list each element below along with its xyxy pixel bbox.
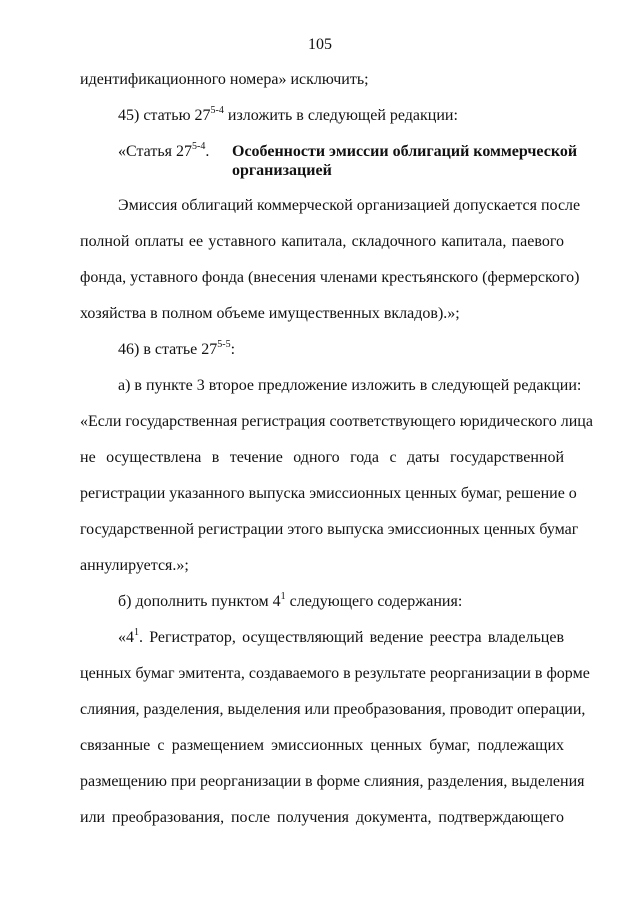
text-line: слияния, разделения, выделения или преобразования, проводит операции,: [80, 701, 586, 718]
article-title: Особенности эмиссии облигаций коммерческой: [232, 143, 578, 160]
text-span: идентификационного номера» исключить;: [80, 71, 369, 88]
text-span: «4: [118, 629, 134, 646]
text-line: фонда, уставного фонда (внесения членами крестьянского (фермерского): [80, 269, 580, 286]
article-label: [118, 142, 209, 162]
text-span: 45) статью 27: [118, 107, 211, 124]
superscript: 5-5: [217, 338, 231, 350]
superscript: 1: [280, 590, 286, 602]
text-line: регистрации указанного выпуска эмиссионных ценных бумаг, решение о: [80, 485, 577, 502]
superscript: 1: [134, 626, 139, 638]
text-span: :: [230, 341, 236, 358]
text-line: хозяйства в полном объеме имущественных вкладов).»;: [80, 305, 460, 322]
page-number: 105: [308, 36, 332, 53]
text-line: «Если государственная регистрация соответствующего юридического лица: [80, 413, 593, 430]
article-title: организацией: [232, 162, 332, 179]
text-span: .: [205, 143, 210, 160]
text-line: [118, 628, 564, 648]
text-line: ценных бумаг эмитента, создаваемого в результате реорганизации в форме: [80, 665, 590, 682]
text-line: аннулируется.»;: [80, 557, 189, 574]
text-line: не осуществлена в течение одного года с даты государственной: [80, 449, 564, 466]
text-line: государственной регистрации этого выпуска эмиссионных ценных бумаг: [80, 521, 579, 538]
text-line: [80, 70, 564, 90]
text-line: [118, 592, 564, 612]
text-span: . Регистратор, осуществляющий ведение реестра владельцев: [139, 629, 564, 646]
text-span: б) дополнить пунктом 4: [118, 593, 281, 610]
text-line: полной оплаты ее уставного капитала, складочного капитала, паевого: [80, 233, 564, 250]
text-line: или преобразования, после получения документа, подтверждающего: [80, 809, 564, 826]
text-line: [118, 106, 564, 126]
text-span: изложить в следующей редакции:: [223, 107, 458, 124]
text-line: Эмиссия облигаций коммерческой организацией допускается после: [118, 197, 581, 214]
text-span: следующего содержания:: [285, 593, 463, 610]
superscript: 5-4: [210, 104, 224, 116]
text-line: а) в пункте 3 второе предложение изложить в следующей редакции:: [118, 377, 582, 394]
text-line: [118, 340, 564, 360]
superscript: 5-4: [191, 140, 206, 152]
text-line: размещению при реорганизации в форме слияния, разделения, выделения: [80, 773, 585, 790]
text-span: 46) в статье 27: [118, 341, 218, 358]
text-line: связанные с размещением эмиссионных ценных бумаг, подлежащих: [80, 737, 564, 754]
text-span: «Статья 27: [118, 143, 192, 160]
